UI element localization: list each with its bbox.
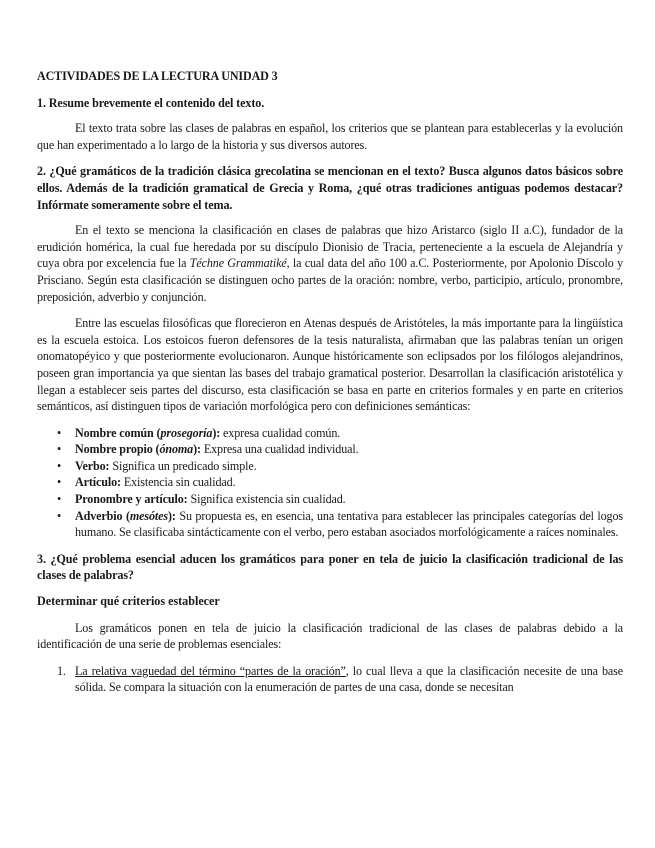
bullet-icon: • bbox=[57, 492, 62, 507]
bullet-text: expresa cualidad común. bbox=[220, 425, 341, 440]
bullet-term: Adverbio (mesótes): bbox=[75, 508, 176, 523]
problems-list bbox=[37, 663, 623, 696]
list-item bbox=[37, 474, 623, 491]
bullet-icon: • bbox=[57, 508, 62, 523]
document-title: ACTIVIDADES DE LA LECTURA UNIDAD 3 bbox=[37, 69, 278, 83]
bullet-text: Significa existencia sin cualidad. bbox=[187, 492, 346, 507]
list-item bbox=[37, 458, 623, 475]
answer-3-paragraph: Los gramáticos ponen en tela de juicio la clasificación tradicional de las clases de palabras debido a la identificación de una serie de problemas esenciales: bbox=[37, 620, 623, 652]
list-item bbox=[37, 425, 623, 442]
bullet-term: Nombre propio (ónoma): bbox=[75, 442, 201, 457]
answer-2-p1-after: , la cual data del año 100 a.C. Posteriormente, por Apolonio Díscolo y Prisciano. Según esta clasificación se distinguen ocho partes de la oración: nombre, verbo, participio, artículo, pronombre, preposición, adverbio y conjunción. bbox=[37, 256, 624, 304]
answer-2-paragraph-2: Entre las escuelas filosóficas que florecieron en Atenas después de Aristóteles, la más importante para la lingüística es la escuela estoica. Los estoicos fueron defensores de la tesis naturalista, afirmaban que las palabras tenían un origen onomatopéyico y que posteriormente evolucionaron. Aunque históricamente son eclipsados por los filólogos alejandrinos, poseen gran importancia ya que sientan las bases del trabajo gramatical posterior. Desarrollan la clasificación aristotélica y llegan a establecer seis partes del discurso, esta clasificación se basa en parte en criterios formales y en parte en criterios semánticos, así distinguen tipos de variación morfológica pero con definiciones semánticas: bbox=[37, 316, 623, 414]
list-item-text: , lo cual lleva a que la clasificación necesite de una base sólida. Se compara la situación con la enumeración de partes de una casa, donde se necesitan bbox=[75, 663, 623, 695]
list-number: 1. bbox=[57, 663, 66, 678]
list-item bbox=[37, 441, 623, 458]
bullet-icon: • bbox=[57, 458, 62, 473]
answer-1-paragraph: El texto trata sobre las clases de palabras en español, los criterios que se plantean para establecerlas y la evolución que han experimentado a lo largo de la historia y sus diversos autores. bbox=[37, 121, 623, 152]
question-3: 3. ¿Qué problema esencial aducen los gramáticos para poner en tela de juicio la clasificación tradicional de las clases de palabras? bbox=[37, 551, 623, 583]
answer-2-paragraph-1 bbox=[37, 222, 623, 305]
bullet-term: Verbo: bbox=[75, 458, 110, 473]
list-item bbox=[37, 491, 623, 508]
bullet-icon: • bbox=[57, 442, 62, 457]
answer-2-p1-before: En el texto se menciona la clasificación en clases de palabras que hizo Aristarco (siglo II a.C), fundador de la erudición homérica, la cual fue heredada por su discípulo Dionisio de Tracia, perteneciente a la escuela de Alejandría y cuya obra por excelencia fue la bbox=[37, 223, 623, 271]
bullet-icon: • bbox=[57, 425, 62, 440]
list-item bbox=[37, 508, 623, 541]
list-item bbox=[37, 663, 623, 696]
bullet-text: Existencia sin cualidad. bbox=[120, 475, 236, 490]
question-1: 1. Resume brevemente el contenido del texto. bbox=[37, 95, 265, 110]
bullet-text: Expresa una cualidad individual. bbox=[200, 442, 359, 457]
question-2: 2. ¿Qué gramáticos de la tradición clásica grecolatina se mencionan en el texto? Busca algunos datos básicos sobre ellos. Además de la tradición gramatical de Grecia y Roma, ¿qué otras tradiciones antiguas podemos destacar? Infórmate someramente sobre el tema. bbox=[37, 164, 623, 212]
techne-title: Téchne Grammatiké bbox=[189, 256, 287, 271]
subheading: Determinar qué criterios establecer bbox=[37, 594, 220, 609]
bullet-text: Significa un predicado simple. bbox=[109, 458, 257, 473]
document-page bbox=[37, 68, 623, 696]
stoic-categories-list bbox=[37, 425, 623, 541]
bullet-term: Nombre común (prosegoría): bbox=[75, 425, 221, 440]
bullet-term: Pronombre y artículo: bbox=[75, 492, 188, 507]
bullet-term: Artículo: bbox=[75, 475, 121, 490]
bullet-icon: • bbox=[57, 475, 62, 490]
bullet-text: Su propuesta es, en esencia, una tentativa para establecer las principales categorías del logos humano. Se clasificaba sintácticamente con el verbo, pero estaban asociados morfológicamente a raíces nominales. bbox=[75, 508, 623, 540]
underlined-phrase: La relativa vaguedad del término “partes de la oración” bbox=[75, 663, 346, 678]
